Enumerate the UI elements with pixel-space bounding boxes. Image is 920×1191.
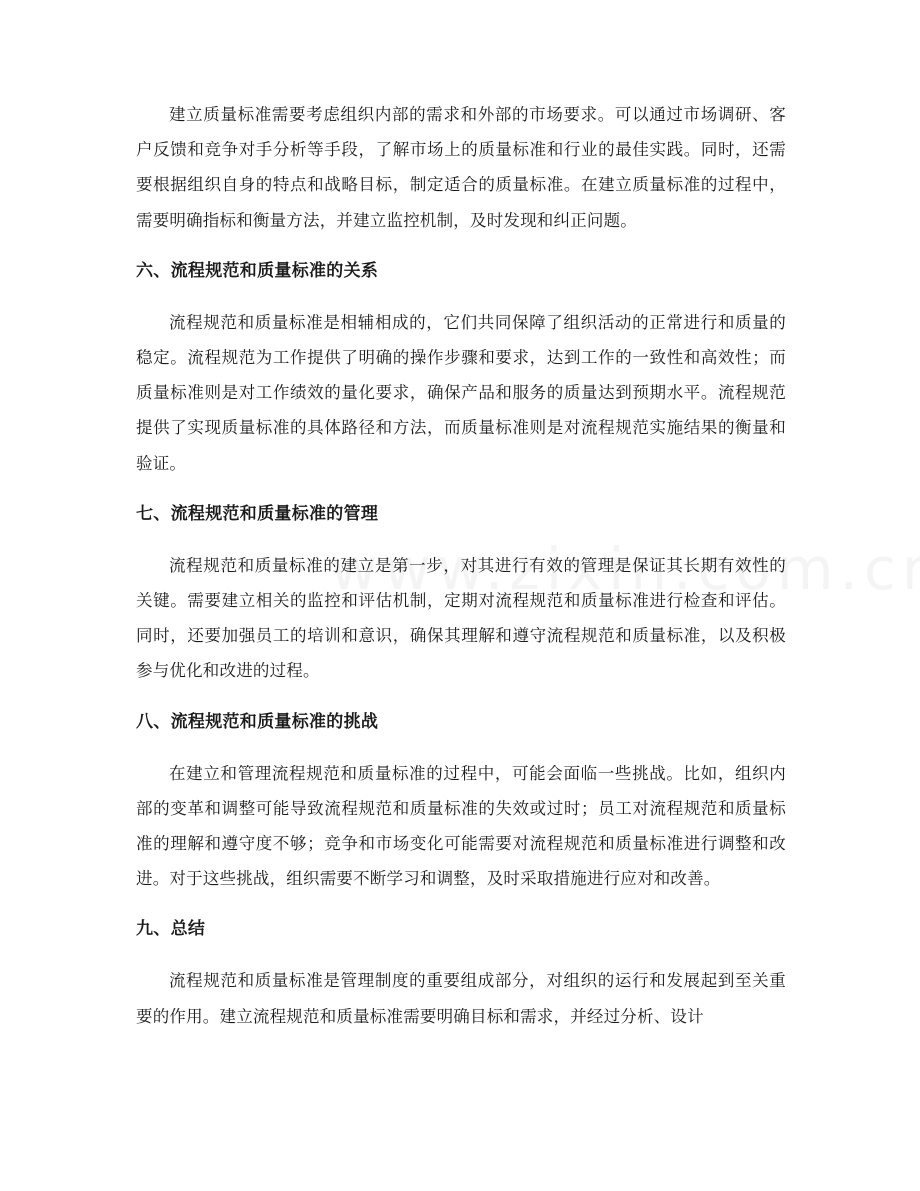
section-9-paragraph: 流程规范和质量标准是管理制度的重要组成部分，对组织的运行和发展起到至关重要的作用。建立流程规范和质量标准需要明确目标和需求，并经过分析、设计 xyxy=(136,971,786,1026)
section-9-heading: 九、总结 xyxy=(136,919,206,940)
section-7-heading: 七、流程规范和质量标准的管理 xyxy=(136,503,379,524)
intro-paragraph: 建立质量标准需要考虑组织内部的需求和外部的市场要求。可以通过市场调研、客户反馈和竞争对手分析等手段，了解市场上的质量标准和行业的最佳实践。同时，还需要根据组织自身的特点和战略目标，制定适合的质量标准。在建立质量标准的过程中，需要明确指标和衡量方法，并建立监控机制，及时发现和纠正问题。 xyxy=(136,105,786,230)
section-6-heading: 六、流程规范和质量标准的关系 xyxy=(136,260,379,281)
section-8-heading: 八、流程规范和质量标准的挑战 xyxy=(136,711,379,732)
section-6-paragraph: 流程规范和质量标准是相辅相成的，它们共同保障了组织活动的正常进行和质量的稳定。流程规范为工作提供了明确的操作步骤和要求，达到工作的一致性和高效性；而质量标准则是对工作绩效的量化要求，确保产品和服务的质量达到预期水平。流程规范提供了实现质量标准的具体路径和方法，而质量标准则是对流程规范实施结果的衡量和验证。 xyxy=(136,312,786,473)
section-8-paragraph: 在建立和管理流程规范和质量标准的过程中，可能会面临一些挑战。比如，组织内部的变革和调整可能导致流程规范和质量标准的失效或过时；员工对流程规范和质量标准的理解和遵守度不够；竞争和市场变化可能需要对流程规范和质量标准进行调整和改进。对于这些挑战，组织需要不断学习和调整，及时采取措施进行应对和改善。 xyxy=(136,763,786,889)
section-7-paragraph: 流程规范和质量标准的建立是第一步，对其进行有效的管理是保证其长期有效性的关键。需要建立相关的监控和评估机制，定期对流程规范和质量标准进行检查和评估。同时，还要加强员工的培训和意识，确保其理解和遵守流程规范和质量标准，以及积极参与优化和改进的过程。 xyxy=(136,555,786,681)
document-page xyxy=(136,97,786,1034)
